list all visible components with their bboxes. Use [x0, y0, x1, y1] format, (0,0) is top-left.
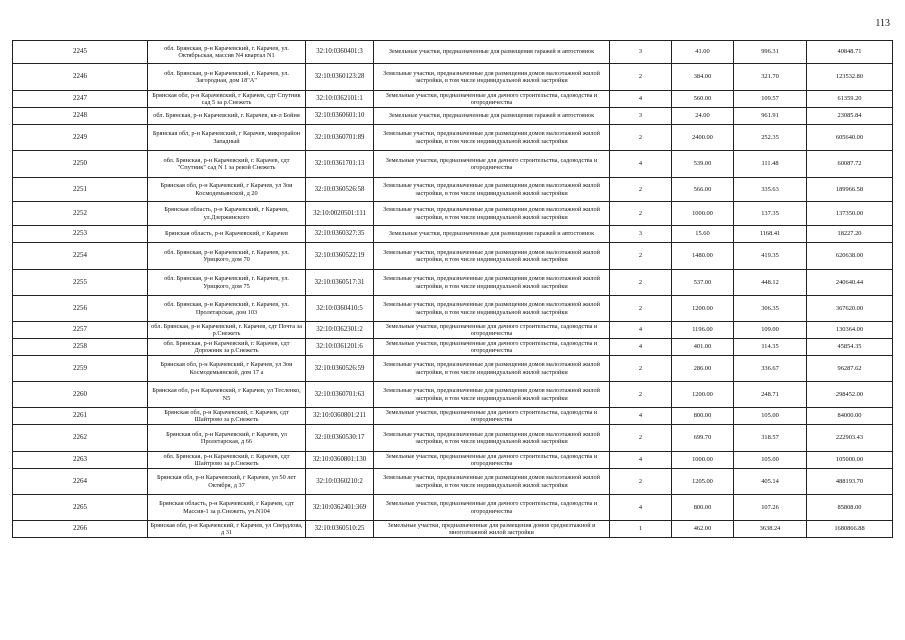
- table-body: [13, 41, 893, 538]
- area-cell: 1000.00: [672, 452, 734, 469]
- cadastral-value-cell: 620638.00: [807, 243, 893, 270]
- unit-price-cell: 318.57: [734, 425, 807, 452]
- area-cell: 800.00: [672, 495, 734, 521]
- unit-price-cell: 419.35: [734, 243, 807, 270]
- category-cell: 2: [610, 64, 672, 91]
- address-cell: обл. Брянская, р-н Карачевский, г. Карачев, ул. Пролетарская, дом 103: [148, 296, 306, 322]
- row-number-cell: 2253: [13, 226, 148, 243]
- category-cell: 4: [610, 452, 672, 469]
- unit-price-cell: 321.70: [734, 64, 807, 91]
- area-cell: 384.00: [672, 64, 734, 91]
- address-cell: обл. Брянская, р-н Карачевский, г. Карачев, кв-л Бойня: [148, 108, 306, 125]
- unit-price-cell: 111.48: [734, 151, 807, 178]
- area-cell: 24.00: [672, 108, 734, 125]
- cadastral-value-cell: 85808.00: [807, 495, 893, 521]
- cadastral-number-cell: 32:10:0360401:3: [306, 41, 374, 64]
- area-cell: 1480.00: [672, 243, 734, 270]
- unit-price-cell: 335.63: [734, 178, 807, 202]
- address-cell: Брянская обл, р-н Карачевский, г Карачев, ул Свердлова, д 31: [148, 521, 306, 538]
- address-cell: Брянская обл, р-н Карачевский, г Карачев, ул Пролетарская, д 66: [148, 425, 306, 452]
- land-use-cell: Земельные участки, предназначенные для размещения домов малоэтажной жилой застройки, в том числе индивидуальной жилой застройки: [374, 125, 610, 151]
- address-cell: Брянская обл, р-н Карачевский, г. Карачев, сдт Шайтрово за р.Снежеть: [148, 408, 306, 425]
- cadastral-value-cell: 222903.43: [807, 425, 893, 452]
- cadastral-number-cell: 32:10:0360526:59: [306, 356, 374, 382]
- land-use-cell: Земельные участки, предназначенные для размещения гаражей и автостоянок: [374, 226, 610, 243]
- cadastral-number-cell: 32:10:0360123:28: [306, 64, 374, 91]
- row-number-cell: 2265: [13, 495, 148, 521]
- category-cell: 2: [610, 125, 672, 151]
- land-use-cell: Земельные участки, предназначенные для размещения домов малоэтажной жилой застройки, в том числе индивидуальной жилой застройки: [374, 243, 610, 270]
- address-cell: Брянская обл, р-н Карачевский, г Карачев, ул Зои Космодемьянской, дом 17 а: [148, 356, 306, 382]
- address-cell: Брянская обл, р-н Карачевский, г Карачев, сдт Спутник сад 5 за р.Снежеть: [148, 91, 306, 108]
- unit-price-cell: 109.57: [734, 91, 807, 108]
- table-row: [13, 495, 893, 521]
- area-cell: 699.70: [672, 425, 734, 452]
- category-cell: 4: [610, 339, 672, 356]
- cadastral-number-cell: 32:10:0360601:10: [306, 108, 374, 125]
- unit-price-cell: 306.35: [734, 296, 807, 322]
- address-cell: Брянская обл, р-н Карачевский, г Карачев, ул 50 лет Октября, д 37: [148, 469, 306, 495]
- cadastral-number-cell: 32:10:0362101:1: [306, 91, 374, 108]
- category-cell: 3: [610, 41, 672, 64]
- land-use-cell: Земельные участки, предназначенные для размещения домов малоэтажной жилой застройки, в том числе индивидуальной жилой застройки: [374, 356, 610, 382]
- row-number-cell: 2251: [13, 178, 148, 202]
- unit-price-cell: 405.14: [734, 469, 807, 495]
- address-cell: Брянская обл, р-н Карачевский, г Карачев, ул Тесленко, N5: [148, 382, 306, 408]
- cadastral-value-cell: 1680866.88: [807, 521, 893, 538]
- land-use-cell: Земельные участки, предназначенные для размещения домов малоэтажной жилой застройки, в том числе индивидуальной жилой застройки: [374, 64, 610, 91]
- row-number-cell: 2249: [13, 125, 148, 151]
- address-cell: Брянская область, р-н Карачевский, г Карачев, ул.Дзержинского: [148, 202, 306, 226]
- category-cell: 4: [610, 495, 672, 521]
- table-row: [13, 202, 893, 226]
- unit-price-cell: 105.00: [734, 452, 807, 469]
- area-cell: 2400.00: [672, 125, 734, 151]
- cadastral-registry-table: [12, 40, 893, 538]
- table-row: [13, 382, 893, 408]
- category-cell: 3: [610, 108, 672, 125]
- cadastral-value-cell: 367620.00: [807, 296, 893, 322]
- cadastral-number-cell: 32:10:0360526:58: [306, 178, 374, 202]
- table-row: [13, 64, 893, 91]
- cadastral-number-cell: 32:10:0360327:35: [306, 226, 374, 243]
- table-row: [13, 243, 893, 270]
- table-row: [13, 108, 893, 125]
- land-use-cell: Земельные участки, предназначенные для дачного строительства, садоводства и огородничества: [374, 408, 610, 425]
- area-cell: 41.00: [672, 41, 734, 64]
- land-use-cell: Земельные участки, предназначенные для размещения домов малоэтажной жилой застройки, в том числе индивидуальной жилой застройки: [374, 270, 610, 296]
- area-cell: 1000.00: [672, 202, 734, 226]
- table-row: [13, 356, 893, 382]
- category-cell: 2: [610, 178, 672, 202]
- category-cell: 4: [610, 151, 672, 178]
- cadastral-value-cell: 18227.20: [807, 226, 893, 243]
- unit-price-cell: 114.35: [734, 339, 807, 356]
- category-cell: 2: [610, 356, 672, 382]
- table-row: [13, 151, 893, 178]
- row-number-cell: 2246: [13, 64, 148, 91]
- cadastral-number-cell: 32:10:0361701:13: [306, 151, 374, 178]
- cadastral-value-cell: 240640.44: [807, 270, 893, 296]
- table-row: [13, 270, 893, 296]
- category-cell: 2: [610, 425, 672, 452]
- table-row: [13, 125, 893, 151]
- row-number-cell: 2252: [13, 202, 148, 226]
- row-number-cell: 2266: [13, 521, 148, 538]
- address-cell: Брянская обл, р-н Карачевский, г Карачев, ул Зои Космодемьянской, д 20: [148, 178, 306, 202]
- area-cell: 539.00: [672, 151, 734, 178]
- cadastral-value-cell: 60087.72: [807, 151, 893, 178]
- address-cell: обл. Брянская, р-н Карачевский, г. Карачев, сдт "Спутник" сад N 1 за рекой Снежеть: [148, 151, 306, 178]
- table-row: [13, 469, 893, 495]
- address-cell: обл. Брянская, р-н Карачевский, г. Карачев, сдт Дорожник за р.Снежеть: [148, 339, 306, 356]
- unit-price-cell: 3638.24: [734, 521, 807, 538]
- table-row: [13, 425, 893, 452]
- cadastral-value-cell: 605640.00: [807, 125, 893, 151]
- land-use-cell: Земельные участки, предназначенные для дачного строительства, садоводства и огородничества: [374, 452, 610, 469]
- table-row: [13, 91, 893, 108]
- row-number-cell: 2256: [13, 296, 148, 322]
- cadastral-value-cell: 96287.62: [807, 356, 893, 382]
- unit-price-cell: 961.91: [734, 108, 807, 125]
- row-number-cell: 2247: [13, 91, 148, 108]
- land-use-cell: Земельные участки, предназначенные для дачного строительства, садоводства и огородничества: [374, 91, 610, 108]
- area-cell: 462.00: [672, 521, 734, 538]
- category-cell: 2: [610, 270, 672, 296]
- cadastral-number-cell: 32:10:0360517:31: [306, 270, 374, 296]
- cadastral-number-cell: 32:10:0360701:89: [306, 125, 374, 151]
- table-row: [13, 296, 893, 322]
- category-cell: 1: [610, 521, 672, 538]
- cadastral-number-cell: 32:10:0360801:211: [306, 408, 374, 425]
- land-use-cell: Земельные участки, предназначенные для размещения домов малоэтажной жилой застройки, в том числе индивидуальной жилой застройки: [374, 425, 610, 452]
- row-number-cell: 2254: [13, 243, 148, 270]
- unit-price-cell: 137.35: [734, 202, 807, 226]
- land-use-cell: Земельные участки, предназначенные для размещения домов малоэтажной жилой застройки, в том числе индивидуальной жилой застройки: [374, 178, 610, 202]
- unit-price-cell: 336.67: [734, 356, 807, 382]
- table-row: [13, 178, 893, 202]
- cadastral-value-cell: 130364.00: [807, 322, 893, 339]
- unit-price-cell: 248.71: [734, 382, 807, 408]
- land-use-cell: Земельные участки, предназначенные для дачного строительства, садоводства и огородничества: [374, 151, 610, 178]
- area-cell: 15.60: [672, 226, 734, 243]
- address-cell: обл. Брянская, р-н Карачевский, г. Карачев, сдт Почта за р.Снежеть: [148, 322, 306, 339]
- category-cell: 2: [610, 202, 672, 226]
- row-number-cell: 2262: [13, 425, 148, 452]
- address-cell: Брянская обл, р-н Карачевский, г Карачев, микрорайон Западный: [148, 125, 306, 151]
- row-number-cell: 2263: [13, 452, 148, 469]
- row-number-cell: 2248: [13, 108, 148, 125]
- address-cell: обл. Брянская, р-н Карачевский, г. Карачев, ул. Загородная, дом 18"А": [148, 64, 306, 91]
- row-number-cell: 2257: [13, 322, 148, 339]
- cadastral-value-cell: 45854.35: [807, 339, 893, 356]
- row-number-cell: 2258: [13, 339, 148, 356]
- land-use-cell: Земельные участки, предназначенные для дачного строительства, садоводства и огородничества: [374, 339, 610, 356]
- address-cell: обл. Брянская, р-н Карачевский, г. Карачев, ул. Урицкого, дом 70: [148, 243, 306, 270]
- cadastral-value-cell: 123532.80: [807, 64, 893, 91]
- area-cell: 401.00: [672, 339, 734, 356]
- cadastral-value-cell: 189966.58: [807, 178, 893, 202]
- cadastral-number-cell: 32:10:0360530:17: [306, 425, 374, 452]
- area-cell: 800.00: [672, 408, 734, 425]
- cadastral-value-cell: 40848.71: [807, 41, 893, 64]
- cadastral-number-cell: 32:10:0020501:111: [306, 202, 374, 226]
- address-cell: Брянская область, р-н Карачевский, г Карачев: [148, 226, 306, 243]
- area-cell: 566.00: [672, 178, 734, 202]
- land-use-cell: Земельные участки, предназначенные для размещения гаражей и автостоянок: [374, 108, 610, 125]
- row-number-cell: 2259: [13, 356, 148, 382]
- cadastral-number-cell: 32:10:0360801:130: [306, 452, 374, 469]
- cadastral-number-cell: 32:10:0362301:2: [306, 322, 374, 339]
- table-row: [13, 521, 893, 538]
- unit-price-cell: 996.31: [734, 41, 807, 64]
- cadastral-value-cell: 23085.84: [807, 108, 893, 125]
- unit-price-cell: 448.12: [734, 270, 807, 296]
- area-cell: 1205.00: [672, 469, 734, 495]
- land-use-cell: Земельные участки, предназначенные для дачного строительства, садоводства и огородничества: [374, 322, 610, 339]
- cadastral-number-cell: 32:10:0360522:19: [306, 243, 374, 270]
- row-number-cell: 2255: [13, 270, 148, 296]
- cadastral-value-cell: 105000.00: [807, 452, 893, 469]
- unit-price-cell: 252.35: [734, 125, 807, 151]
- cadastral-value-cell: 84000.00: [807, 408, 893, 425]
- category-cell: 2: [610, 243, 672, 270]
- address-cell: обл. Брянская, р-н Карачевский, г. Карачев, ул. Октябрьская, массив N4 квартал N1: [148, 41, 306, 64]
- area-cell: 560.00: [672, 91, 734, 108]
- cadastral-number-cell: 32:10:0360210:2: [306, 469, 374, 495]
- land-use-cell: Земельные участки, предназначенные для размещения домов малоэтажной жилой застройки, в том числе индивидуальной жилой застройки: [374, 382, 610, 408]
- unit-price-cell: 105.00: [734, 408, 807, 425]
- category-cell: 4: [610, 408, 672, 425]
- address-cell: Брянская область, р-н Карачевский, г Карачев, сдт Массив-1 за р.Снежеть, уч.N104: [148, 495, 306, 521]
- table-row: [13, 452, 893, 469]
- cadastral-number-cell: 32:10:0362401:369: [306, 495, 374, 521]
- table-row: [13, 41, 893, 64]
- table-row: [13, 226, 893, 243]
- land-use-cell: Земельные участки, предназначенные для размещения домов малоэтажной жилой застройки, в том числе индивидуальной жилой застройки: [374, 202, 610, 226]
- cadastral-value-cell: 61359.20: [807, 91, 893, 108]
- category-cell: 2: [610, 382, 672, 408]
- unit-price-cell: 107.26: [734, 495, 807, 521]
- category-cell: 3: [610, 226, 672, 243]
- land-use-cell: Земельные участки, предназначенные для дачного строительства, садоводства и огородничества: [374, 495, 610, 521]
- cadastral-number-cell: 32:10:0360701:63: [306, 382, 374, 408]
- address-cell: обл. Брянская, р-н Карачевский, г. Карачев, сдт Шайтрово за р.Снежеть: [148, 452, 306, 469]
- category-cell: 4: [610, 322, 672, 339]
- land-use-cell: Земельные участки, предназначенные для размещения домов среднеэтажной и многоэтажной жилой застройки: [374, 521, 610, 538]
- row-number-cell: 2250: [13, 151, 148, 178]
- cadastral-number-cell: 32:10:0360410:5: [306, 296, 374, 322]
- cadastral-value-cell: 488193.70: [807, 469, 893, 495]
- unit-price-cell: 109.00: [734, 322, 807, 339]
- category-cell: 2: [610, 296, 672, 322]
- cadastral-value-cell: 298452.00: [807, 382, 893, 408]
- row-number-cell: 2260: [13, 382, 148, 408]
- row-number-cell: 2261: [13, 408, 148, 425]
- cadastral-number-cell: 32:10:0360510:25: [306, 521, 374, 538]
- category-cell: 4: [610, 91, 672, 108]
- category-cell: 2: [610, 469, 672, 495]
- area-cell: 1196.00: [672, 322, 734, 339]
- table-row: [13, 339, 893, 356]
- area-cell: 1200.00: [672, 382, 734, 408]
- table-row: [13, 408, 893, 425]
- area-cell: 1200.00: [672, 296, 734, 322]
- cadastral-number-cell: 32:10:0361201:6: [306, 339, 374, 356]
- land-use-cell: Земельные участки, предназначенные для размещения домов малоэтажной жилой застройки, в том числе индивидуальной жилой застройки: [374, 469, 610, 495]
- address-cell: обл. Брянская, р-н Карачевский, г. Карачев, ул. Урицкого, дом 75: [148, 270, 306, 296]
- cadastral-value-cell: 137350.00: [807, 202, 893, 226]
- table-row: [13, 322, 893, 339]
- land-use-cell: Земельные участки, предназначенные для размещения гаражей и автостоянок: [374, 41, 610, 64]
- row-number-cell: 2264: [13, 469, 148, 495]
- page-number: 113: [875, 18, 890, 29]
- row-number-cell: 2245: [13, 41, 148, 64]
- unit-price-cell: 1168.41: [734, 226, 807, 243]
- area-cell: 286.00: [672, 356, 734, 382]
- land-use-cell: Земельные участки, предназначенные для размещения домов малоэтажной жилой застройки, в том числе индивидуальной жилой застройки: [374, 296, 610, 322]
- area-cell: 537.00: [672, 270, 734, 296]
